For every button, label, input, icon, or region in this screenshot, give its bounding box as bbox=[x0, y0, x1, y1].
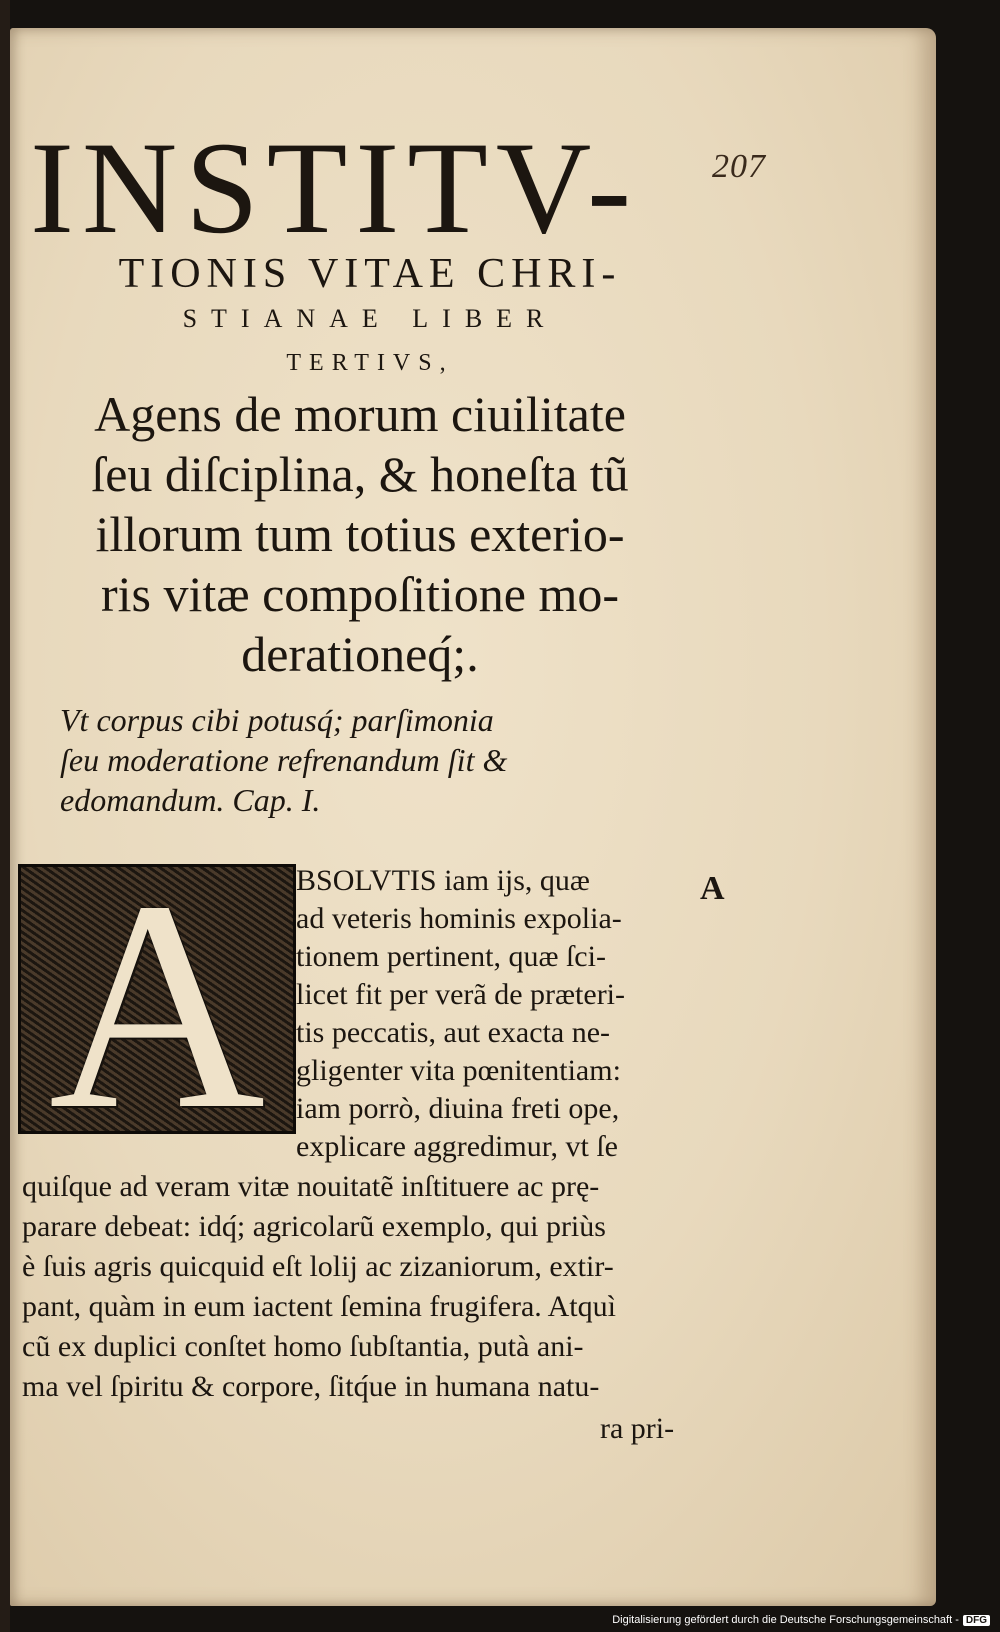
chapter-heading-line: Vt corpus cibi potusq́; parſimonia bbox=[60, 702, 494, 738]
body-line: tionem pertinent, quæ ſci- bbox=[296, 940, 606, 973]
book-spine-edge bbox=[0, 0, 10, 1632]
title-line-3: STIANAE LIBER bbox=[182, 304, 558, 333]
body-line: ad veteris hominis expolia- bbox=[296, 902, 622, 935]
body-line: cũ ex duplici conſtet homo ſubſtantia, putà ani- bbox=[22, 1330, 584, 1363]
subtitle-line: Agens de morum ciuilitate bbox=[94, 386, 626, 442]
chapter-heading bbox=[60, 700, 700, 820]
body-line: iam porrò, diuina freti ope, bbox=[296, 1092, 620, 1125]
subtitle-line: derationeq́;. bbox=[241, 626, 479, 682]
body-line: BSOLVTIS iam ijs, quæ bbox=[296, 864, 590, 897]
body-line: explicare aggredimur, vt ſe bbox=[296, 1130, 618, 1163]
decorated-initial bbox=[18, 839, 296, 1171]
subtitle-block bbox=[40, 384, 680, 684]
title-large-caps: INSTITV- bbox=[30, 114, 640, 261]
body-line: gligenter vita pœnitentiam: bbox=[296, 1054, 621, 1087]
body-line: tis peccatis, aut exacta ne- bbox=[296, 1016, 611, 1049]
marginal-letter: A bbox=[700, 870, 725, 907]
chapter-heading-line: ſeu moderatione refrenandum ſit & bbox=[60, 742, 508, 778]
body-line: licet fit per verã de præteri- bbox=[296, 978, 626, 1011]
subtitle-line: ris vitæ compoſitione mo- bbox=[100, 566, 620, 622]
subtitle-line: ſeu diſciplina, & honeſta tũ bbox=[91, 446, 629, 502]
body-line: pant, quàm in eum iactent ſemina frugifera. Atquì bbox=[22, 1290, 616, 1323]
chapter-heading-line: edomandum. Cap. I. bbox=[60, 782, 321, 818]
title-line-2: TIONIS VITAE CHRI- bbox=[118, 251, 622, 297]
body-line: parare debeat: idq́; agricolarũ exemplo, qui priùs bbox=[22, 1210, 606, 1243]
page-number: 207 bbox=[712, 148, 766, 185]
title-line-4: TERTIVS, bbox=[286, 350, 454, 376]
body-line: quiſque ad veram vitæ nouitatẽ inſtituere ac prę- bbox=[22, 1170, 600, 1203]
subtitle-line: illorum tum totius exterio- bbox=[95, 506, 625, 562]
dfg-logo: DFG bbox=[963, 1615, 990, 1626]
digitization-credit bbox=[612, 1614, 990, 1626]
body-line: è ſuis agris quicquid eſt lolij ac zizaniorum, extir- bbox=[22, 1250, 614, 1283]
credit-text: Digitalisierung gefördert durch die Deutsche Forschungsgemeinschaft - bbox=[612, 1614, 959, 1626]
body-line: ma vel ſpiritu & corpore, ſitq́ue in humana natu- bbox=[22, 1370, 600, 1403]
initial-letter: A bbox=[48, 839, 266, 1171]
catchword: ra pri- bbox=[600, 1412, 675, 1445]
